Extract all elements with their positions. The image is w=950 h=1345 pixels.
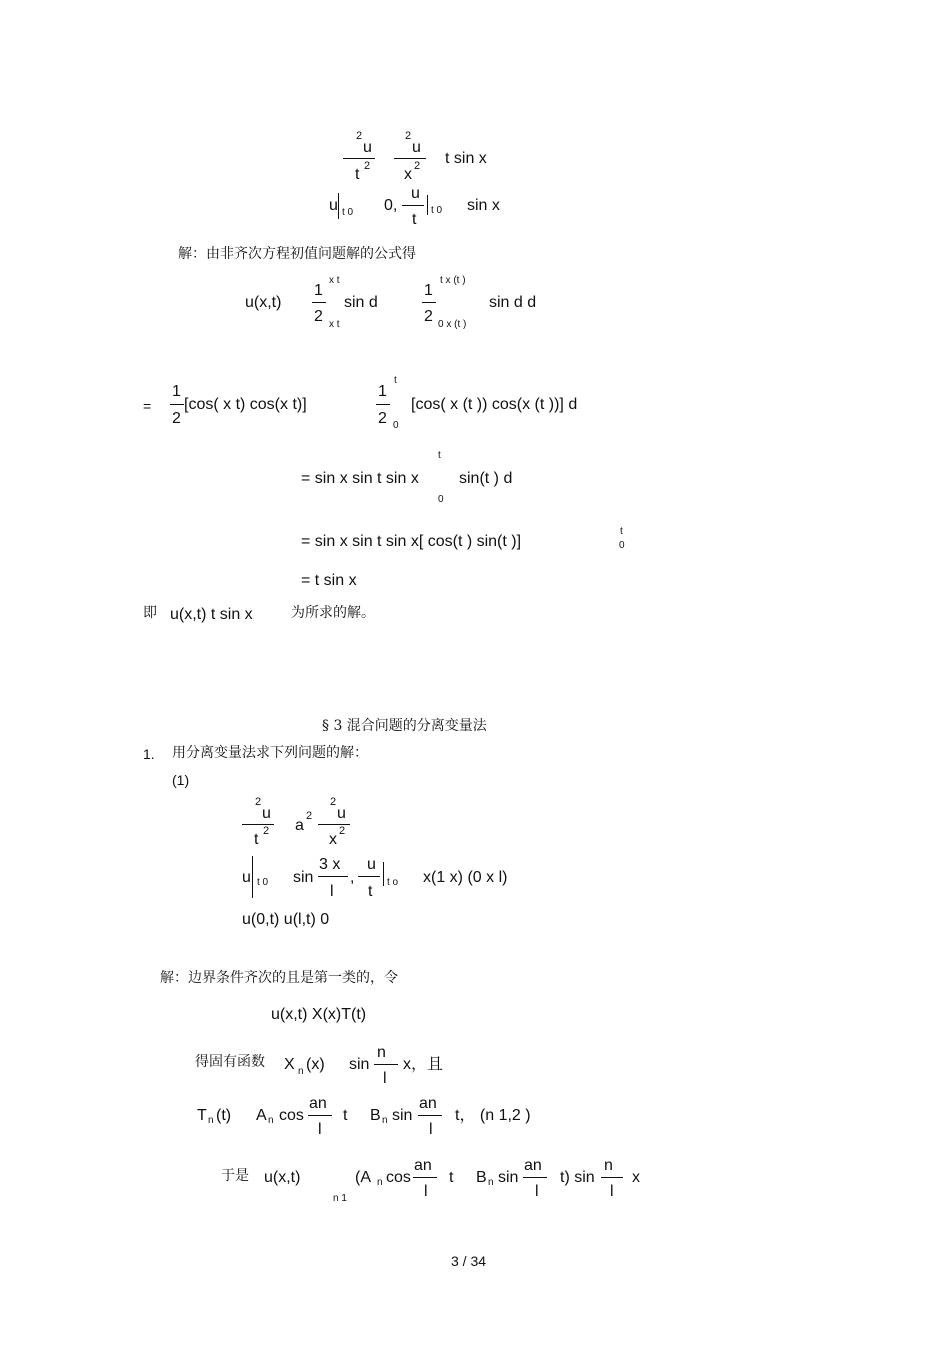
solution-intro: 解：由非齐次方程初值问题解的公式得 (178, 246, 416, 262)
denominator: l (610, 1183, 614, 1200)
numerator: 1 (378, 383, 387, 400)
superscript: 2 (405, 130, 412, 142)
variable: t (343, 1107, 348, 1124)
subscript: n (298, 1066, 304, 1077)
sin: sin (498, 1169, 519, 1186)
numerator: u (412, 139, 421, 156)
separation-ansatz: u(x,t) X(x)T(t) (271, 1006, 367, 1023)
eigen-label: 得固有函数 (195, 1054, 265, 1070)
superscript: 2 (306, 810, 313, 822)
fraction-bar (523, 1177, 547, 1178)
fraction-bar (312, 302, 326, 303)
coefficient: a (295, 817, 304, 834)
numerator: 1 (172, 383, 181, 400)
integral-lower-limit: 0 (393, 420, 399, 431)
fraction-bar (402, 205, 424, 206)
numerator: an (309, 1095, 327, 1112)
integral-upper-limit: t (438, 450, 441, 461)
cos: cos (386, 1169, 411, 1186)
integral-upper-limit: t (394, 375, 397, 386)
initial-sin: sin (293, 869, 314, 886)
numerator: 1 (424, 282, 433, 299)
fraction-bar (413, 1177, 437, 1178)
numerator: 3 x (319, 856, 341, 873)
fraction-bar (394, 158, 426, 159)
numerator: u (262, 805, 271, 822)
fraction-bar (418, 1115, 442, 1116)
B-symbol: B (370, 1107, 381, 1124)
denominator: 2 (172, 410, 181, 427)
denominator: l (383, 1070, 387, 1087)
expression: [cos( x t) cos(x t)] (184, 396, 307, 413)
integral-upper-limit: x t (329, 275, 340, 286)
subscript: n (377, 1177, 383, 1188)
boundary-condition: u(0,t) u(l,t) 0 (242, 911, 330, 928)
denominator: 2 (314, 308, 323, 325)
superscript: 2 (339, 825, 346, 837)
denominator: t (254, 831, 259, 848)
fraction-bar (242, 824, 274, 825)
numerator: u (411, 185, 420, 202)
series-label: 于是 (221, 1168, 249, 1184)
variable: x (632, 1169, 640, 1186)
argument: (t) (216, 1107, 232, 1124)
sin: sin (349, 1056, 370, 1073)
sub-problem-label: (1) (172, 772, 190, 788)
series-mid: t) sin (560, 1169, 595, 1186)
derivation-step-4: = t sin x (301, 572, 357, 589)
numerator: u (337, 805, 346, 822)
denominator: 2 (424, 308, 433, 325)
superscript: 2 (255, 796, 262, 808)
subscript: n (208, 1115, 214, 1126)
superscript: 2 (356, 130, 363, 142)
page-number: 3 / 34 (451, 1253, 487, 1269)
condition-value: 0, (384, 197, 398, 214)
series-lhs: u(x,t) (264, 1169, 301, 1186)
denominator: t (368, 883, 373, 900)
variable: t (449, 1169, 454, 1186)
subscript: n (488, 1177, 494, 1188)
T-symbol: T (197, 1107, 207, 1124)
fraction-bar (343, 158, 375, 159)
problem-text: 用分离变量法求下列问题的解： (172, 745, 368, 761)
time-function-tail: t， (n 1,2 ) (455, 1107, 531, 1124)
cos: cos (279, 1107, 304, 1124)
equals-sign: = (143, 398, 152, 414)
subscript: 0 (619, 540, 625, 551)
superscript: 2 (263, 825, 270, 837)
denominator: t (412, 211, 417, 228)
subscript: n (382, 1115, 388, 1126)
conclusion-text: 为所求的解。 (291, 605, 375, 621)
integrand: sin d d (489, 294, 537, 311)
superscript: 2 (364, 160, 371, 172)
evaluation-bar (427, 195, 428, 215)
solution-intro-2: 解：边界条件齐次的且是第一类的，令 (160, 970, 398, 986)
superscript: t (620, 526, 623, 537)
problem-number: 1. (143, 746, 155, 762)
numerator: u (367, 856, 376, 873)
denominator: l (429, 1121, 433, 1138)
series-open: (A (355, 1169, 371, 1186)
comma: , (350, 869, 355, 886)
evaluation-bar (383, 862, 384, 886)
A-symbol: A (256, 1107, 267, 1124)
numerator: an (414, 1157, 432, 1174)
formula-lhs: u(x,t) (245, 294, 282, 311)
initial-condition-u: u (329, 197, 338, 214)
expression: = sin x sin t sin x (301, 470, 419, 487)
condition-rhs: sin x (467, 197, 500, 214)
fraction-bar (318, 824, 350, 825)
evaluation-bar (252, 856, 253, 898)
denominator: x (329, 831, 337, 848)
numerator: an (524, 1157, 542, 1174)
fraction-bar (374, 1064, 398, 1065)
fraction-bar (170, 404, 184, 405)
subscript: t 0 (257, 877, 269, 888)
fraction-bar (601, 1177, 623, 1178)
summation-lower-limit: n 1 (333, 1193, 347, 1204)
fraction-bar (422, 302, 436, 303)
subscript: n (268, 1115, 274, 1126)
integral-upper-limit: t x (t ) (440, 275, 466, 286)
numerator: an (419, 1095, 437, 1112)
sin: sin (392, 1107, 413, 1124)
evaluation-bar (338, 193, 339, 219)
denominator: x (404, 166, 412, 183)
superscript: 2 (330, 796, 337, 808)
integrand: sin d (344, 294, 378, 311)
expression: = sin x sin t sin x[ cos(t ) sin(t )] (301, 533, 522, 550)
expression: [cos( x (t )) cos(x (t ))] d (411, 396, 578, 413)
eigen-tail: x，且 (403, 1056, 444, 1073)
denominator: l (424, 1183, 428, 1200)
integral-lower-limit: 0 x (t ) (438, 319, 467, 330)
denominator: 2 (378, 410, 387, 427)
denominator: t (355, 166, 360, 183)
numerator: n (604, 1157, 613, 1174)
subscript: t o (387, 877, 399, 888)
numerator: 1 (314, 282, 323, 299)
subscript: t 0 (431, 205, 443, 216)
fraction-bar (376, 404, 390, 405)
expression: sin(t ) d (459, 470, 513, 487)
section-title: § 3 混合问题的分离变量法 (322, 718, 487, 734)
fraction-bar (318, 876, 348, 877)
superscript: 2 (414, 160, 421, 172)
numerator: u (363, 139, 372, 156)
argument: (x) (306, 1056, 325, 1073)
denominator: l (330, 883, 334, 900)
integral-lower-limit: 0 (438, 494, 444, 505)
X-symbol: X (284, 1056, 295, 1073)
integral-lower-limit: x t (329, 319, 340, 330)
subscript: t 0 (342, 207, 354, 218)
denominator: l (318, 1121, 322, 1138)
denominator: l (535, 1183, 539, 1200)
conclusion-prefix: 即 (143, 605, 157, 621)
equation-rhs: t sin x (445, 150, 487, 167)
initial-condition-u: u (242, 869, 251, 886)
conclusion-expression: u(x,t) t sin x (170, 606, 253, 623)
B-symbol: B (476, 1169, 487, 1186)
fraction-bar (308, 1115, 332, 1116)
fraction-bar (358, 876, 380, 877)
numerator: n (377, 1044, 386, 1061)
initial-condition-rhs: x(1 x) (0 x l) (423, 869, 508, 886)
